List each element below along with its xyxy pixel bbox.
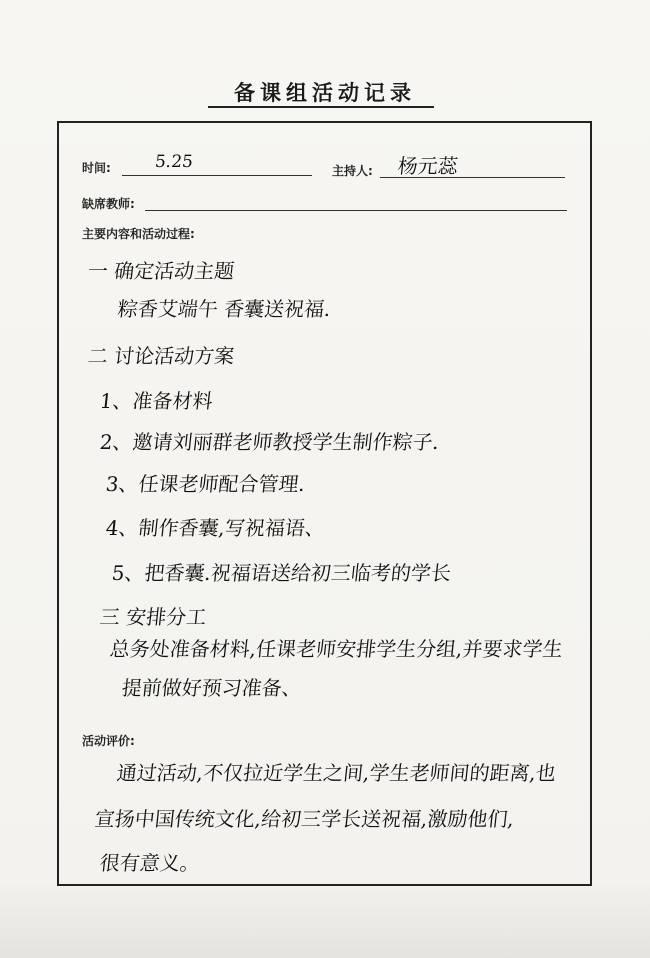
absent-teachers-underline: [145, 210, 567, 211]
evaluation-label: 活动评价:: [82, 734, 135, 748]
content-line: 总务处准备材料,任课老师安排学生分组,并要求学生: [108, 637, 564, 661]
time-label: 时间:: [82, 161, 111, 175]
page-title: 备课组活动记录: [234, 80, 416, 105]
host-value: 杨元蕊: [396, 154, 460, 178]
content-line: 4、制作香囊,写祝福语、: [104, 516, 327, 540]
content-line: 3、任课老师配合管理.: [104, 472, 307, 496]
evaluation-line: 宣扬中国传统文化,给初三学长送祝福,激励他们,: [93, 807, 516, 831]
time-underline: [122, 175, 312, 176]
host-underline: [380, 177, 565, 178]
content-line: 5、把香囊.祝福语送给初三临考的学长: [110, 561, 453, 585]
content-line: 三 安排分工: [98, 605, 208, 629]
content-line: 提前做好预习准备、: [120, 676, 304, 700]
title-underline: [208, 106, 434, 108]
evaluation-line: 很有意义。: [98, 851, 202, 875]
page-shadow: [0, 878, 650, 958]
absent-teachers-label: 缺席教师:: [82, 197, 135, 211]
content-line: 二 讨论活动方案: [86, 344, 236, 368]
content-line: 一 确定活动主题: [86, 259, 236, 283]
content-line: 2、邀请刘丽群老师教授学生制作粽子.: [98, 430, 441, 454]
evaluation-line: 通过活动,不仅拉近学生之间,学生老师间的距离,也: [115, 761, 558, 785]
content-line: 1、准备材料: [98, 389, 214, 413]
time-value: 5.25: [153, 152, 194, 172]
content-line: 粽香艾端午 香囊送祝福.: [116, 297, 332, 321]
host-label: 主持人:: [332, 164, 373, 178]
content-label: 主要内容和活动过程:: [82, 227, 195, 241]
